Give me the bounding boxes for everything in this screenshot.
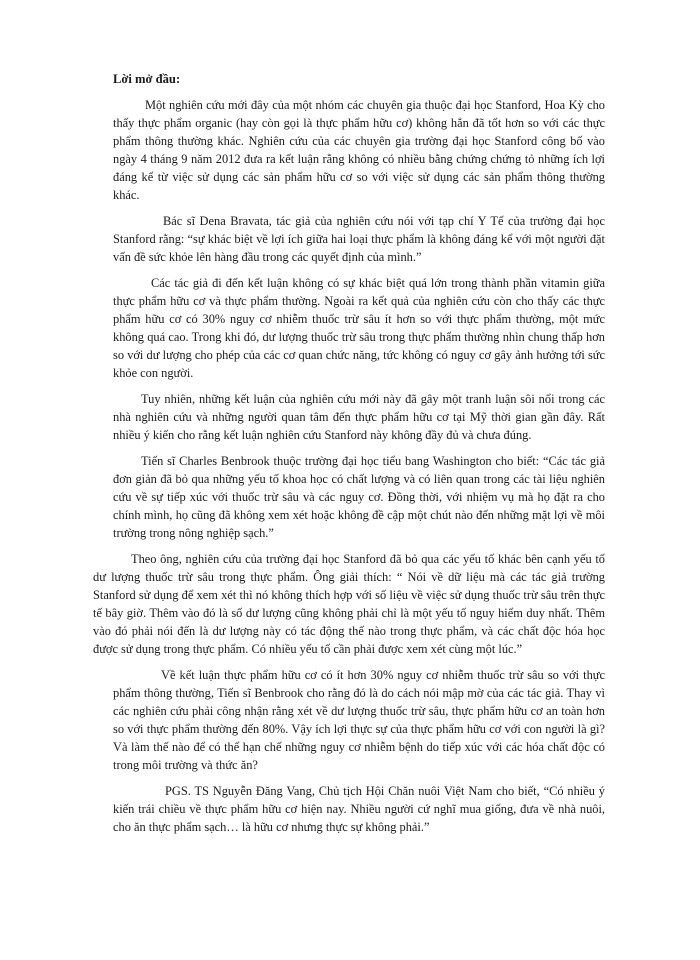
section-heading: Lời mở đầu: (113, 72, 181, 86)
paragraph-debate: Tuy nhiên, những kết luận của nghiên cứu mới này đã gây một tranh luận sôi nổi trong các nhà nghiên cứu và những người quan tâm đến thực phẩm hữu cơ tại Mỹ thời gian gần đây. Rất nhiều ý kiến cho rằng kết luận nghiên cứu Stanford này không đầy đủ và chưa đúng. (113, 392, 605, 442)
document-page (93, 70, 605, 844)
paragraph-conclusions: Các tác giả đi đến kết luận không có sự khác biệt quá lớn trong thành phần vitamin giữa thực phẩm hữu cơ và thực phẩm thường. Ngoài ra kết quả của nghiên cứu còn cho thấy các thực phẩm hữu cơ có 30% nguy cơ nhiễm thuốc trừ sâu ít hơn so với thực phẩm thường, một mức không quá cao. Trong khi đó, dư lượng thuốc trừ sâu trong thực phẩm thường nhìn chung thấp hơn so với dư lượng cho phép của các cơ quan chức năng, tức không có nguy cơ gây ảnh hưởng tới sức khỏe con người. (113, 276, 605, 380)
paragraph-dena-bravata: Bác sĩ Dena Bravata, tác giả của nghiên cứu nói với tạp chí Y Tế của trường đại học Stanford rằng: “sự khác biệt về lợi ích giữa hai loại thực phẩm là không đáng kể với một người đặt vấn đề sức khỏe lên hàng đầu trong các quyết định của mình.” (113, 214, 605, 264)
paragraph-nguyen-dang-vang: PGS. TS Nguyễn Đăng Vang, Chủ tịch Hội Chăn nuôi Việt Nam cho biết, “Có nhiều ý kiến trái chiều về thực phẩm hữu cơ hiện nay. Nhiều người cứ nghĩ mua giống, đưa về nhà nuôi, cho ăn thực phẩm sạch… là hữu cơ nhưng thực sự không phải.” (113, 784, 605, 834)
paragraph-charles-benbrook: Tiến sĩ Charles Benbrook thuộc trường đại học tiểu bang Washington cho biết: “Các tác giả đơn giản đã bỏ qua những yếu tố khoa học có chất lượng và có liên quan trong các tài liệu nghiên cứu về sự tiếp xúc với thuốc trừ sâu và các nguy cơ. Đồng thời, với nhiệm vụ mà họ đặt ra cho chính mình, họ cũng đã không xem xét hoặc không đề cập một chút nào đến những mặt lợi về môi trường trong nông nghiệp sạch.” (113, 454, 605, 540)
paragraph-thirty-percent: Về kết luận thực phẩm hữu cơ có ít hơn 30% nguy cơ nhiễm thuốc trừ sâu so với thực phẩm thông thường, Tiến sĩ Benbrook cho rằng đó là do cách nói mập mờ của các tác giả. Thay vì các nghiên cứu phải công nhận rằng xét về dư lượng thuốc trừ sâu, thực phẩm hữu cơ an toàn hơn so với thực phẩm thường đến 80%. Vậy ích lợi thực sự của thực phẩm hữu cơ với con người là gì? Và làm thế nào để có thể hạn chế những nguy cơ nhiễm bệnh do tiếp xúc với các hóa chất độc có trong môi trường và thức ăn? (113, 668, 605, 772)
paragraph-other-factors: Theo ông, nghiên cứu của trường đại học Stanford đã bỏ qua các yếu tố khác bên cạnh yếu tố dư lượng thuốc trừ sâu trong thực phẩm. Ông giải thích: “ Nói về dữ liệu mà các tác giả trường Stanford sử dụng để xem xét thì nó không thích hợp với số liệu về việc sử dụng thuốc trừ sâu trên thực tế bây giờ. Thêm vào đó là số dư lượng cũng không phải chỉ là một yếu tố nguy hiểm duy nhất. Thêm vào đó phải nói đến là dư lượng này có tác động thế nào trong thực phẩm, và các chất độc hóa học được sử dụng trong thực phẩm. Có nhiều yếu tố cần phải được xem xét cùng một lúc.” (93, 552, 605, 656)
paragraph-intro-stanford: Một nghiên cứu mới đây của một nhóm các chuyên gia thuộc đại học Stanford, Hoa Kỳ cho thấy thực phẩm organic (hay còn gọi là thực phẩm hữu cơ) không hẳn đã tốt hơn so với các thực phẩm thông thường khác. Nghiên cứu của các chuyên gia trường đại học Stanford công bố vào ngày 4 tháng 9 năm 2012 đưa ra kết luận rằng không có nhiều bằng chứng chứng tỏ những ích lợi đáng kể từ việc sử dụng các sản phẩm hữu cơ so với việc sử dụng các sản phẩm thông thường khác. (113, 98, 605, 202)
